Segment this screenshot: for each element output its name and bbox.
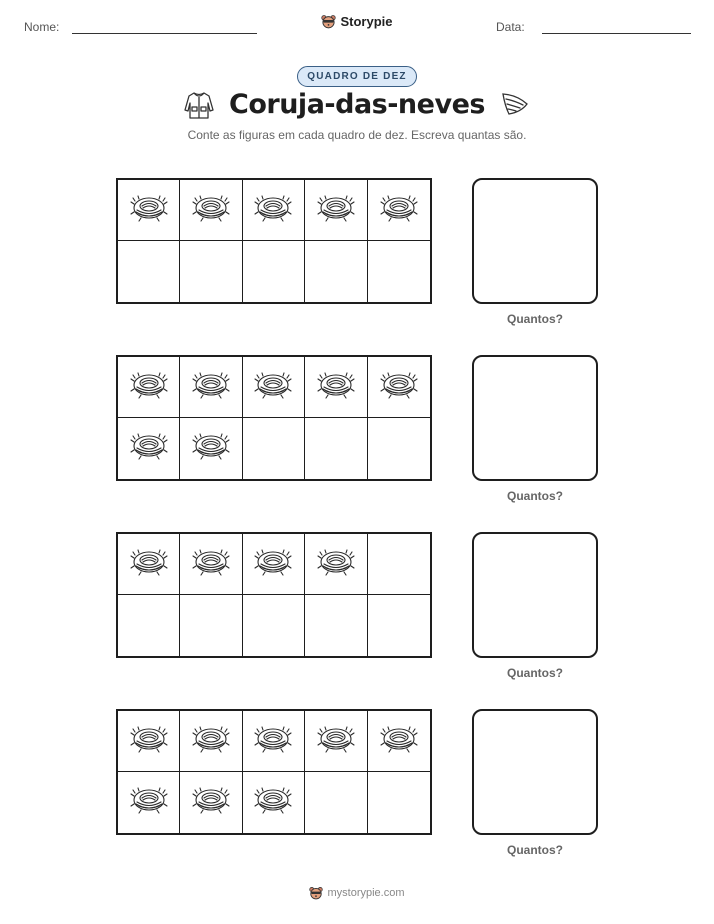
nest-icon	[379, 722, 419, 761]
answer-box[interactable]	[472, 178, 598, 304]
nest-icon	[379, 191, 419, 230]
answer-label: Quantos?	[507, 312, 563, 326]
ten-frame-cell	[305, 357, 367, 418]
ten-frame-cell	[243, 357, 305, 418]
bear-face-icon	[309, 886, 323, 900]
ten-frame-cell	[305, 595, 367, 656]
answer-box[interactable]	[472, 532, 598, 658]
answer-label: Quantos?	[507, 489, 563, 503]
nest-icon	[191, 722, 231, 761]
nest-icon	[129, 191, 169, 230]
answer-box[interactable]	[472, 709, 598, 835]
nest-icon	[253, 722, 293, 761]
worksheet-type-badge: QUADRO DE DEZ	[297, 66, 417, 87]
ten-frame-cell	[180, 418, 242, 479]
ten-frame-cell	[368, 772, 430, 833]
ten-frame-cell	[118, 241, 180, 302]
ten-frame	[116, 178, 432, 304]
nest-icon	[129, 429, 169, 468]
footer	[0, 886, 714, 900]
nest-icon	[316, 545, 356, 584]
ten-frame-cell	[243, 180, 305, 241]
ten-frame-cell	[368, 418, 430, 479]
ten-frame-cell	[118, 595, 180, 656]
ten-frame-cell	[368, 711, 430, 772]
ten-frame-cell	[180, 772, 242, 833]
ten-frame-cell	[118, 772, 180, 833]
nest-icon	[129, 368, 169, 407]
ten-frame-cell	[368, 241, 430, 302]
nest-icon	[191, 783, 231, 822]
nest-icon	[253, 368, 293, 407]
answer-label: Quantos?	[507, 666, 563, 680]
name-field[interactable]	[72, 33, 257, 34]
ten-frame-cell	[368, 595, 430, 656]
ten-frame-cell	[180, 534, 242, 595]
name-label: Nome:	[24, 20, 60, 34]
ten-frame-cell	[118, 180, 180, 241]
answer-box[interactable]	[472, 355, 598, 481]
ten-frame-cell	[118, 711, 180, 772]
ten-frame	[116, 532, 432, 658]
ten-frame-cell	[368, 357, 430, 418]
ten-frame-cell	[305, 534, 367, 595]
nest-icon	[191, 191, 231, 230]
ten-frame-cell	[305, 772, 367, 833]
ten-frame-cell	[180, 357, 242, 418]
ten-frame-cell	[368, 534, 430, 595]
ten-frame-cell	[243, 241, 305, 302]
instructions: Conte as figuras em cada quadro de dez. Escreva quantas são.	[187, 128, 527, 142]
ten-frame-cell	[180, 180, 242, 241]
ten-frame-cell	[243, 418, 305, 479]
ten-frame-cell	[305, 180, 367, 241]
ten-frame-cell	[305, 711, 367, 772]
nest-icon	[379, 368, 419, 407]
ten-frame-cell	[243, 595, 305, 656]
ten-frame-cell	[243, 772, 305, 833]
ten-frame-cell	[118, 418, 180, 479]
ten-frame-cell	[118, 357, 180, 418]
nest-icon	[316, 722, 356, 761]
bear-face-icon	[321, 14, 336, 29]
nest-icon	[129, 722, 169, 761]
nest-icon	[191, 545, 231, 584]
nest-icon	[191, 368, 231, 407]
date-field[interactable]	[542, 33, 691, 34]
page-title: Coruja-das-neves	[229, 89, 485, 120]
ten-frame-cell	[180, 595, 242, 656]
nest-icon	[316, 368, 356, 407]
ten-frame-cell	[368, 180, 430, 241]
ten-frame-cell	[118, 534, 180, 595]
brand-logo	[0, 14, 714, 29]
nest-icon	[253, 783, 293, 822]
nest-icon	[129, 783, 169, 822]
date-label: Data:	[496, 20, 525, 34]
nest-icon	[253, 545, 293, 584]
ten-frame-cell	[305, 418, 367, 479]
ten-frame-cell	[243, 711, 305, 772]
ten-frame-cell	[180, 711, 242, 772]
answer-label: Quantos?	[507, 843, 563, 857]
nest-icon	[316, 191, 356, 230]
ten-frame	[116, 709, 432, 835]
ten-frame-cell	[305, 241, 367, 302]
ten-frame-cell	[243, 534, 305, 595]
nest-icon	[191, 429, 231, 468]
nest-icon	[129, 545, 169, 584]
jacket-icon	[183, 90, 215, 120]
nest-icon	[253, 191, 293, 230]
wing-icon	[499, 90, 531, 120]
ten-frame	[116, 355, 432, 481]
ten-frame-cell	[180, 241, 242, 302]
brand-name: Storypie	[340, 14, 393, 29]
footer-url: mystorypie.com	[327, 887, 405, 899]
